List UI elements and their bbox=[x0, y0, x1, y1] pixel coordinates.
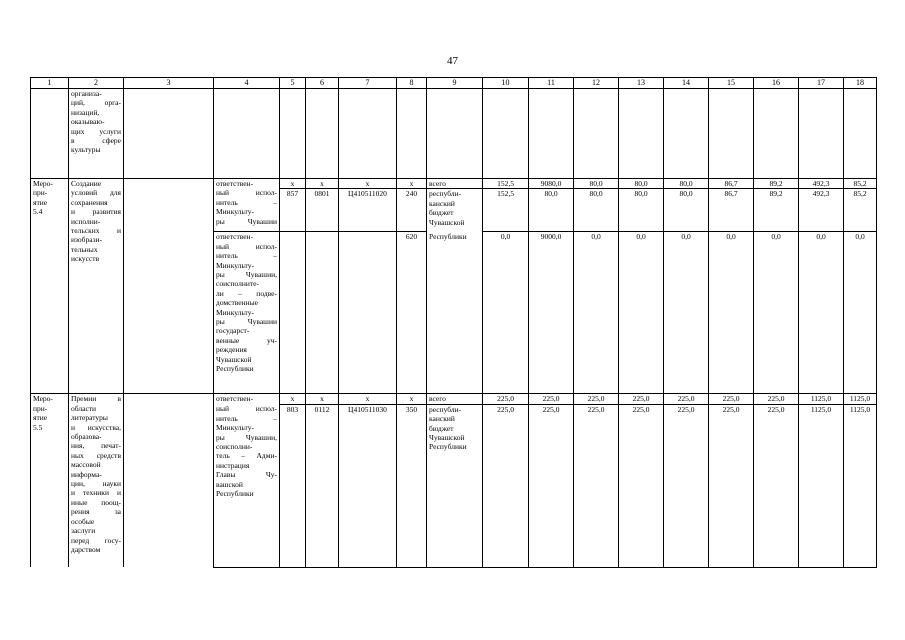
value-cell-col17: 0,0 bbox=[799, 232, 844, 394]
value-cell-col17: 492,3 bbox=[799, 189, 844, 232]
text-line: рения за bbox=[71, 507, 121, 517]
cell-col3 bbox=[124, 179, 214, 394]
text-line: республи- bbox=[429, 189, 462, 199]
cell-col4 bbox=[214, 89, 280, 179]
text-line: республи- bbox=[429, 404, 462, 414]
value-cell-col16: 225,0 bbox=[754, 404, 799, 567]
header-cell: 1 bbox=[31, 78, 69, 89]
value-cell-col12: 225,0 bbox=[574, 404, 619, 567]
text-line: изобрази- bbox=[71, 235, 103, 245]
header-cell: 12 bbox=[574, 78, 619, 89]
text-line: условий для bbox=[71, 188, 121, 198]
text-line: соисполните- bbox=[216, 279, 259, 289]
value-cell-col18: 85,2 bbox=[844, 189, 877, 232]
text-line: ния, печат- bbox=[71, 441, 121, 451]
text-line: бюджет bbox=[429, 423, 454, 433]
header-cell: 14 bbox=[664, 78, 709, 89]
value-cell-col11: 80,0 bbox=[529, 189, 574, 232]
header-cell: 13 bbox=[619, 78, 664, 89]
cell-grbs: х bbox=[280, 179, 306, 189]
text-line: домственные bbox=[216, 298, 258, 308]
value-cell-col18: 1125,0 bbox=[844, 404, 877, 567]
text-line: ры Чувашии bbox=[216, 317, 277, 327]
text-line: ли – подве- bbox=[216, 288, 277, 298]
text-line: и развития bbox=[71, 207, 121, 217]
text-line: канский bbox=[429, 198, 455, 208]
value-cell-col16: 225,0 bbox=[754, 394, 799, 404]
cell-col7 bbox=[339, 89, 397, 179]
text-line: ный испол- bbox=[216, 241, 277, 251]
cell-col8 bbox=[397, 89, 427, 179]
text-line: организа- bbox=[71, 89, 102, 98]
value-cell-col15: 0,0 bbox=[709, 232, 754, 394]
text-line: Минкульту- bbox=[216, 207, 254, 217]
text-line: литературы bbox=[71, 413, 108, 423]
cell-grbs: 857 bbox=[280, 189, 306, 232]
value-cell-col18: 1125,0 bbox=[844, 394, 877, 404]
value-cell-col15: 86,7 bbox=[709, 179, 754, 189]
header-cell: 11 bbox=[529, 78, 574, 89]
text-line: Минкульту- bbox=[216, 423, 254, 433]
value-cell-col13: 0,0 bbox=[619, 232, 664, 394]
text-line: реждения bbox=[216, 345, 247, 355]
text-line: Республики bbox=[429, 442, 467, 452]
text-line: Премии в bbox=[71, 394, 121, 404]
text-line: массовой bbox=[71, 460, 101, 470]
text-line: сохранения bbox=[71, 197, 108, 207]
header-cell: 18 bbox=[844, 78, 877, 89]
cell-col16 bbox=[754, 89, 799, 179]
measure-id-5-5 bbox=[31, 394, 69, 567]
cell-source: всего bbox=[427, 179, 483, 189]
header-cell: 6 bbox=[306, 78, 339, 89]
text-line: перед госу- bbox=[71, 535, 121, 545]
cell-source bbox=[427, 189, 483, 232]
value-cell-col14: 80,0 bbox=[664, 179, 709, 189]
value-cell-col10: 0,0 bbox=[483, 232, 529, 394]
header-cell: 7 bbox=[339, 78, 397, 89]
cell-vr: х bbox=[397, 179, 427, 189]
header-row bbox=[31, 78, 877, 89]
text-line: области bbox=[71, 403, 97, 413]
text-line: бюджет bbox=[429, 208, 454, 218]
text-line: 5.5 bbox=[33, 422, 43, 432]
value-cell-col11: 9000,0 bbox=[529, 232, 574, 394]
text-line: Республики bbox=[216, 364, 254, 374]
cell-col2 bbox=[69, 89, 124, 179]
value-cell-col10: 225,0 bbox=[483, 394, 529, 404]
cell-csr: Ц410511030 bbox=[339, 404, 397, 567]
value-cell-col15: 86,7 bbox=[709, 189, 754, 232]
text-line: Чувашской bbox=[216, 354, 252, 364]
value-cell-col12: 80,0 bbox=[574, 179, 619, 189]
text-line: низаций, bbox=[71, 107, 100, 117]
text-line: Главы Чу- bbox=[216, 470, 277, 480]
measure-id-5-4 bbox=[31, 179, 69, 394]
responsible-cell bbox=[214, 232, 280, 394]
header-cell: 5 bbox=[280, 78, 306, 89]
text-line: ный испол- bbox=[216, 188, 277, 198]
cell-col3 bbox=[124, 89, 214, 179]
cell-col17 bbox=[799, 89, 844, 179]
value-cell-col14: 80,0 bbox=[664, 189, 709, 232]
text-line: образова- bbox=[71, 432, 102, 442]
text-line: ры Чувашии bbox=[216, 216, 277, 226]
text-line: дарством bbox=[71, 544, 101, 554]
text-line: и искусства, bbox=[71, 422, 121, 432]
cell-col1 bbox=[31, 89, 69, 179]
cell-csr: Ц410511020 bbox=[339, 189, 397, 232]
cell-source bbox=[427, 404, 483, 567]
text-line: Меро- bbox=[33, 179, 53, 188]
cell-vr: 350 bbox=[397, 404, 427, 567]
text-line: ций, орга- bbox=[71, 98, 121, 108]
value-cell-col17: 1125,0 bbox=[799, 404, 844, 567]
text-line: ятие bbox=[33, 413, 48, 423]
cell-vr: 620 bbox=[397, 232, 427, 394]
value-cell-col16: 89,2 bbox=[754, 179, 799, 189]
text-line: вашской bbox=[216, 479, 243, 489]
cell-vr: х bbox=[397, 394, 427, 404]
cell-csr: х bbox=[339, 394, 397, 404]
value-cell-col13: 225,0 bbox=[619, 404, 664, 567]
carry-over-row bbox=[31, 89, 877, 179]
responsible-cell bbox=[214, 404, 280, 567]
value-cell-col14: 225,0 bbox=[664, 394, 709, 404]
cell-source: Республики bbox=[427, 232, 483, 394]
cell-csr: х bbox=[339, 179, 397, 189]
text-line: ных средств bbox=[71, 450, 121, 460]
responsible-cell bbox=[214, 179, 280, 232]
text-line: Минкульту- bbox=[216, 260, 254, 270]
value-cell-col17: 1125,0 bbox=[799, 394, 844, 404]
table-row bbox=[31, 394, 877, 404]
measure-title-5-5 bbox=[69, 394, 124, 567]
table-row bbox=[31, 179, 877, 189]
cell-col18 bbox=[844, 89, 877, 179]
cell-col10 bbox=[483, 89, 529, 179]
value-cell-col14: 225,0 bbox=[664, 404, 709, 567]
text-line: оказываю- bbox=[71, 117, 105, 127]
text-line: особые bbox=[71, 516, 95, 526]
cell-grbs: 803 bbox=[280, 404, 306, 567]
text-line: иные поощ- bbox=[71, 497, 121, 507]
cell-col11 bbox=[529, 89, 574, 179]
value-cell-col16: 89,2 bbox=[754, 189, 799, 232]
cell-col15 bbox=[709, 89, 754, 179]
text-line: ции, науки bbox=[71, 479, 121, 489]
value-cell-col15: 225,0 bbox=[709, 394, 754, 404]
header-cell: 2 bbox=[69, 78, 124, 89]
value-cell-col13: 225,0 bbox=[619, 394, 664, 404]
text-line: ответствен- bbox=[216, 179, 254, 188]
text-line: в сфере bbox=[71, 136, 121, 146]
value-cell-col17: 492,3 bbox=[799, 179, 844, 189]
text-line: ры Чувашии, bbox=[216, 270, 277, 280]
value-cell-col10: 152,5 bbox=[483, 179, 529, 189]
cell-rzpr bbox=[306, 232, 339, 394]
text-line: Республики bbox=[216, 488, 254, 498]
text-line: культуры bbox=[71, 145, 101, 155]
cell-col9 bbox=[427, 89, 483, 179]
text-line: нитель – bbox=[216, 197, 277, 207]
text-line: щих услуги bbox=[71, 126, 121, 136]
value-cell-col11: 225,0 bbox=[529, 394, 574, 404]
header-cell: 17 bbox=[799, 78, 844, 89]
cell-col5 bbox=[280, 89, 306, 179]
text-line: нитель – bbox=[216, 251, 277, 261]
value-cell-col10: 225,0 bbox=[483, 404, 529, 567]
cell-col12 bbox=[574, 89, 619, 179]
cell-csr bbox=[339, 232, 397, 394]
text-line: при- bbox=[33, 188, 48, 198]
header-cell: 4 bbox=[214, 78, 280, 89]
text-line: нитель – bbox=[216, 413, 277, 423]
text-line: Чувашской bbox=[429, 217, 465, 227]
value-cell-col12: 0,0 bbox=[574, 232, 619, 394]
text-line: венные уч- bbox=[216, 335, 277, 345]
value-cell-col11: 9080,0 bbox=[529, 179, 574, 189]
cell-rzpr: 0112 bbox=[306, 404, 339, 567]
cell-source: всего bbox=[427, 394, 483, 404]
text-line: тельских и bbox=[71, 226, 121, 236]
text-line: Чувашской bbox=[429, 433, 465, 443]
value-cell-col18: 85,2 bbox=[844, 179, 877, 189]
text-line: ятие bbox=[33, 197, 48, 207]
measure-title-5-4 bbox=[69, 179, 124, 394]
text-line: Создание bbox=[71, 179, 102, 188]
responsible-cell: ответствен- bbox=[214, 394, 280, 404]
cell-col3 bbox=[124, 394, 214, 567]
text-line: соисполни- bbox=[216, 441, 253, 451]
value-cell-col13: 80,0 bbox=[619, 189, 664, 232]
cell-rzpr: х bbox=[306, 179, 339, 189]
value-cell-col14: 0,0 bbox=[664, 232, 709, 394]
header-cell: 16 bbox=[754, 78, 799, 89]
budget-table bbox=[30, 77, 877, 568]
header-cell: 15 bbox=[709, 78, 754, 89]
cell-vr: 240 bbox=[397, 189, 427, 232]
cell-col13 bbox=[619, 89, 664, 179]
value-cell-col13: 80,0 bbox=[619, 179, 664, 189]
text-line: заслуги bbox=[71, 526, 96, 536]
value-cell-col11: 225,0 bbox=[529, 404, 574, 567]
text-line: ответствен- bbox=[216, 232, 254, 242]
cell-rzpr: х bbox=[306, 394, 339, 404]
text-line: информа- bbox=[71, 469, 102, 479]
text-line: тель – Адми- bbox=[216, 451, 277, 461]
text-line: канский bbox=[429, 414, 455, 424]
value-cell-col12: 80,0 bbox=[574, 189, 619, 232]
value-cell-col16: 0,0 bbox=[754, 232, 799, 394]
text-line: искусств bbox=[71, 254, 100, 264]
page-number: 47 bbox=[447, 55, 458, 67]
text-line: ный испол- bbox=[216, 404, 277, 414]
header-cell: 3 bbox=[124, 78, 214, 89]
header-cell: 10 bbox=[483, 78, 529, 89]
text-line: государст- bbox=[216, 326, 250, 336]
value-cell-col12: 225,0 bbox=[574, 394, 619, 404]
text-line: Меро- bbox=[33, 394, 53, 404]
text-line: ры Чувашии, bbox=[216, 432, 277, 442]
cell-col14 bbox=[664, 89, 709, 179]
cell-col6 bbox=[306, 89, 339, 179]
header-cell: 8 bbox=[397, 78, 427, 89]
value-cell-col10: 152,5 bbox=[483, 189, 529, 232]
header-cell: 9 bbox=[427, 78, 483, 89]
cell-rzpr: 0801 bbox=[306, 189, 339, 232]
text-line: исполни- bbox=[71, 216, 101, 226]
value-cell-col15: 225,0 bbox=[709, 404, 754, 567]
text-line: Минкульту- bbox=[216, 307, 254, 317]
cell-grbs bbox=[280, 232, 306, 394]
text-line: при- bbox=[33, 403, 48, 413]
text-line: 5.4 bbox=[33, 207, 43, 217]
cell-grbs: х bbox=[280, 394, 306, 404]
value-cell-col18: 0,0 bbox=[844, 232, 877, 394]
text-line: нистрация bbox=[216, 460, 250, 470]
text-line: и техники и bbox=[71, 488, 121, 498]
text-line: тельных bbox=[71, 244, 98, 254]
